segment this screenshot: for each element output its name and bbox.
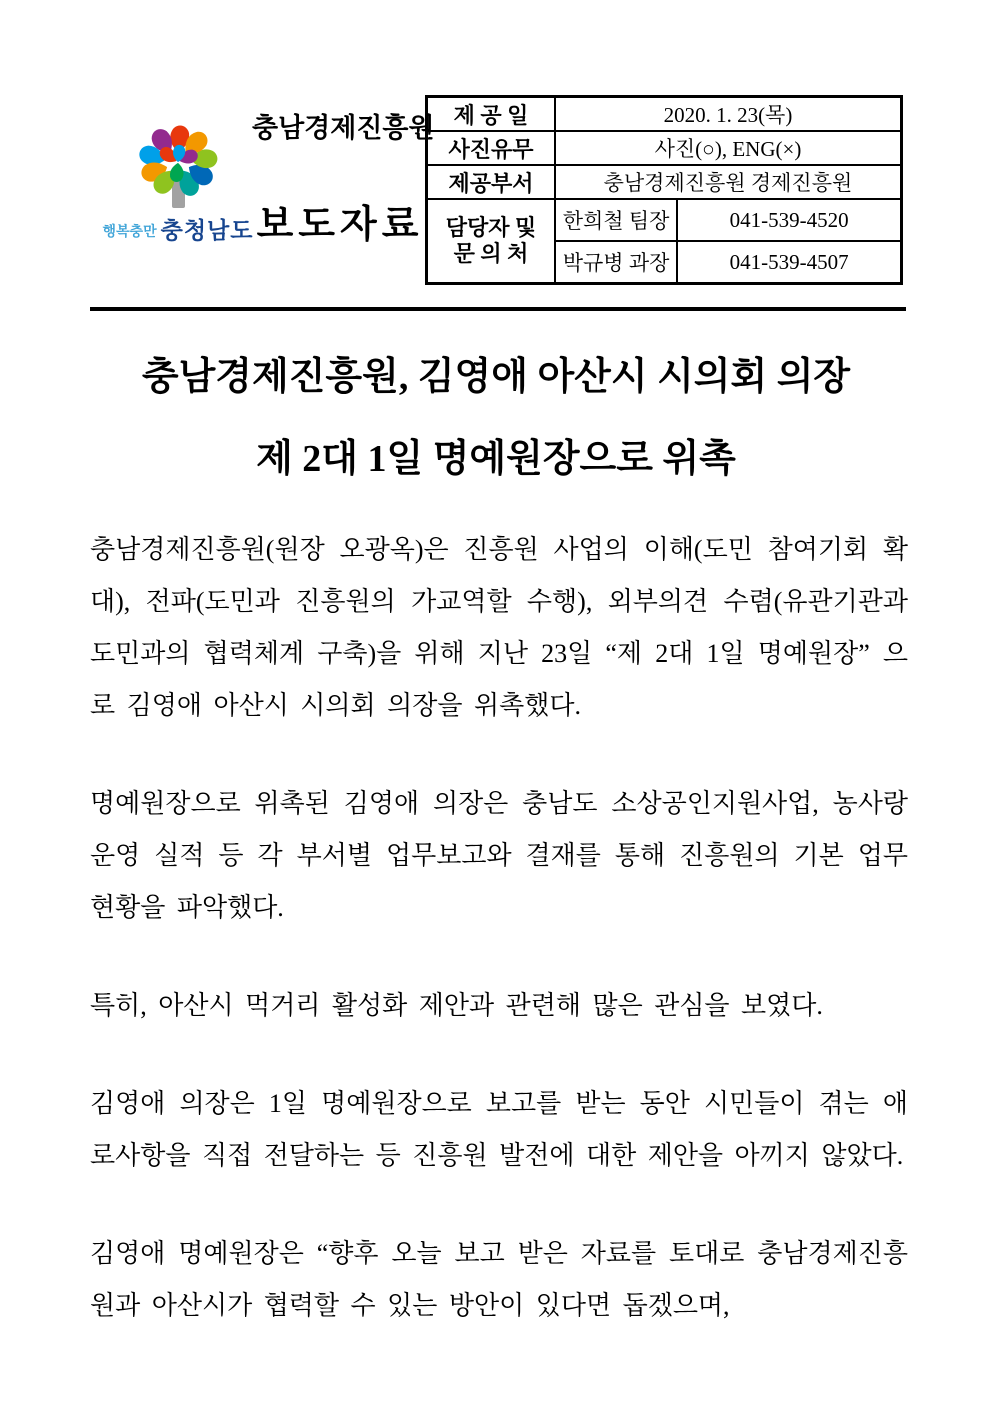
body-paragraph: 김영애 명예원장은 “향후 오늘 보고 받은 자료를 토대로 충남경제진흥원과 아산시가 협력할 수 있는 방안이 있다면 돕겠으며,	[90, 1239, 908, 1320]
title-line-1: 충남경제진흥원, 김영애 아산시 시의회 의장	[141, 356, 851, 398]
body-paragraph: 특히, 아산시 먹거리 활성화 제안과 관련해 많은 관심을 보였다.	[90, 991, 823, 1020]
agency-name: 충남경제진흥원	[252, 113, 435, 143]
table-row	[427, 165, 902, 199]
contact-phone: 041-539-4507	[677, 241, 901, 284]
table-row	[427, 131, 902, 165]
document-type-label: 보도자료	[256, 204, 424, 246]
divider-rule	[90, 307, 906, 311]
table-row	[427, 97, 902, 132]
contact-name: 박규병 과장	[555, 241, 677, 284]
logo-province-name: 충청남도	[160, 217, 254, 243]
title-line-2: 제 2대 1일 명예원장으로 위촉	[256, 438, 736, 480]
logo-tagline: 행복충만	[102, 223, 157, 239]
press-info-table	[425, 95, 903, 285]
body-paragraph: 충남경제진흥원(원장 오광옥)은 진흥원 사업의 이해(도민 참여기회 확대), 전파(도민과 진흥원의 가교역할 수행), 외부의견 수렴(유관기관과 도민과의 협력체계 구축)을 위해 지난 23일 “제 2대 1일 명예원장” 으로 김영애 아산시 시의회 의장을 위촉했다.	[90, 535, 908, 720]
tree-logo-icon	[103, 118, 253, 210]
body-paragraph: 명예원장으로 위촉된 김영애 의장은 충남도 소상공인지원사업, 농사랑 운영 실적 등 각 부서별 업무보고와 결재를 통해 진흥원의 기본 업무현황을 파악했다.	[90, 789, 908, 922]
photo-status-label: 사진유무	[427, 131, 555, 165]
contact-label	[427, 199, 555, 284]
contact-label-line2: 문 의 처	[453, 241, 529, 266]
photo-status-value: 사진(○), ENG(×)	[555, 131, 902, 165]
provide-date-value: 2020. 1. 23(목)	[555, 97, 902, 132]
chungnam-logo	[96, 118, 260, 245]
provide-dept-value: 충남경제진흥원 경제진흥원	[555, 165, 902, 199]
table-row	[427, 199, 902, 241]
provide-dept-label: 제공부서	[427, 165, 555, 199]
contact-phone: 041-539-4520	[677, 199, 901, 241]
press-body	[90, 524, 908, 1378]
contact-label-line1: 담당자 및	[445, 215, 537, 240]
header-mid	[252, 95, 435, 271]
body-paragraph: 김영애 의장은 1일 명예원장으로 보고를 받는 동안 시민들이 겪는 애로사항을 직접 전달하는 등 진흥원 발전에 대한 제안을 아끼지 않았다.	[90, 1089, 908, 1170]
logo-wordmark	[96, 212, 260, 245]
contact-name: 한희철 팀장	[555, 199, 677, 241]
provide-date-label: 제 공 일	[427, 97, 555, 132]
press-title	[0, 336, 992, 500]
